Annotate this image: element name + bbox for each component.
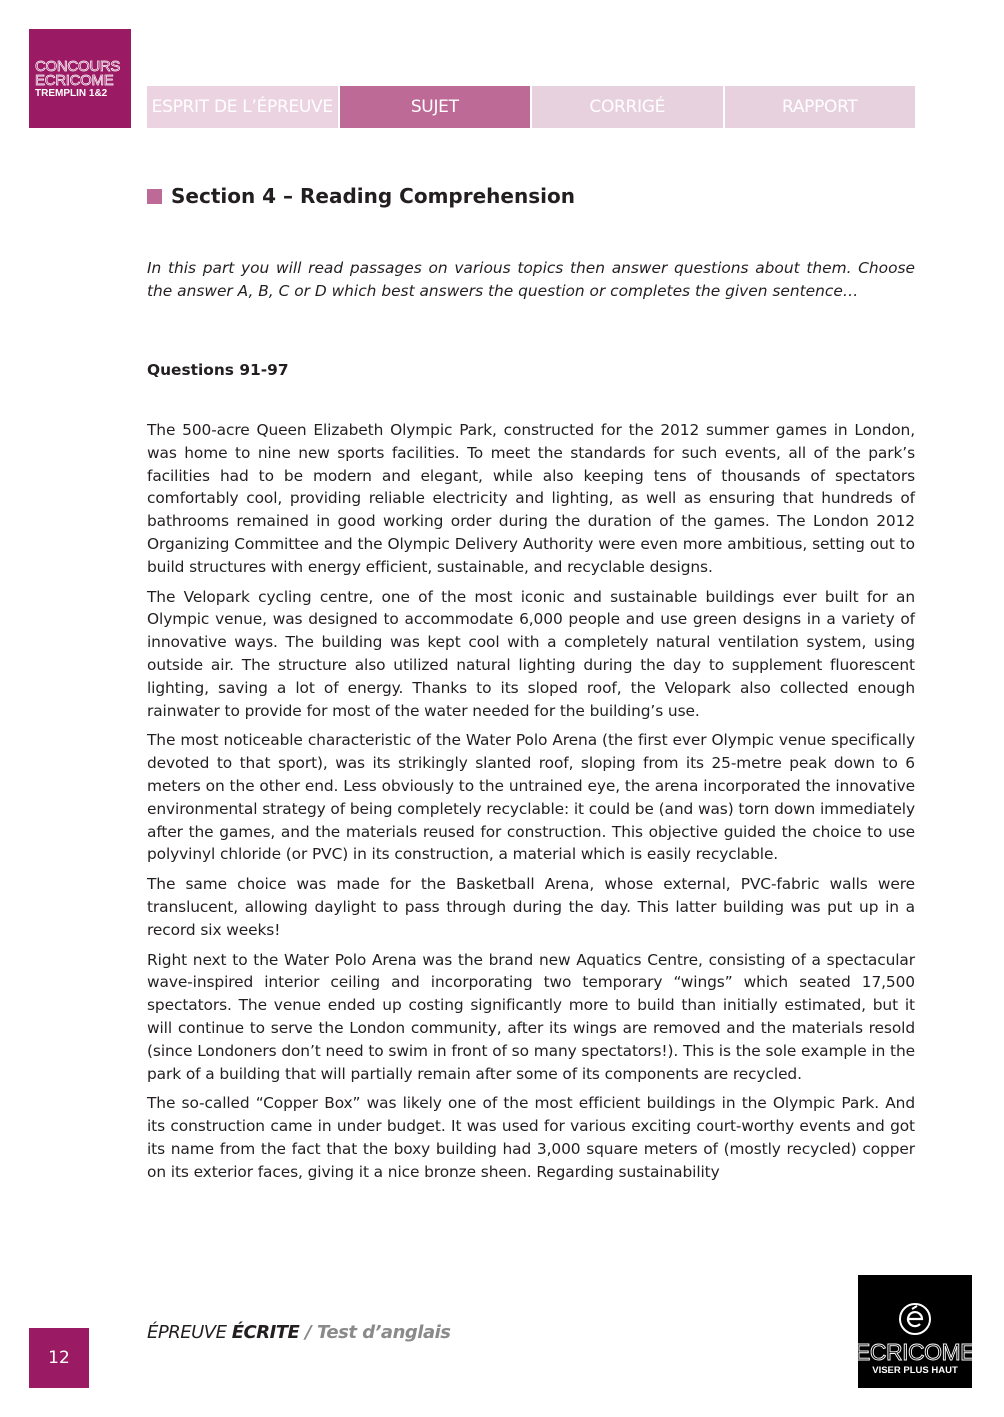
passage-paragraph: The most noticeable characteristic of the Water Polo Arena (the first ever Olympic venue specifically devoted to that sport), was its strikingly slanted roof, sloping from its 25-metre peak down to 6 meters on the other end. Less obviously to the untrained eye, the arena incorporated the innovative environmental strategy of being completely recyclable: it could be (and was) torn down immediately after the games, and the materials reused for construction. This objective guided the choice to use polyvinyl chloride (or PVC) in its construction, a material which is easily recyclable. (147, 731, 915, 864)
tab-esprit[interactable]: ESPRIT DE L’ÉPREUVE (147, 86, 338, 128)
tab-rapport[interactable]: RAPPORT (725, 86, 916, 128)
footer-ecrite: ÉCRITE (231, 1322, 300, 1343)
section-title-text: Section 4 – Reading Comprehension (171, 184, 575, 208)
square-bullet-icon (147, 189, 162, 204)
footer-test: / Test d’anglais (299, 1322, 451, 1343)
brand-name: ECRICOME (855, 1339, 975, 1365)
logo-line-tremplin: TREMPLIN 1&2 (35, 88, 108, 99)
passage-paragraph: The Velopark cycling centre, one of the most iconic and sustainable buildings ever built for an Olympic venue, was designed to accommodate 6,000 people and use green designs in a variety of innovative ways. The building was kept cool with a completely natural ventilation system, using outside air. The structure also utilized natural lighting during the day to supplement fluorescent lighting, saving a lot of energy. Thanks to its sloped roof, the Velopark also collected enough rainwater to provide for most of the water needed for the building’s use. (147, 587, 915, 720)
tab-sujet[interactable]: SUJET (340, 86, 531, 128)
logo-line-concours: CONCOURS (35, 58, 121, 75)
brand-tagline: VISER PLUS HAUT (872, 1365, 958, 1376)
instructions: In this part you will read passages on various topics then answer questions about them. Choose the answer A, B, C or D which best answers the question or completes the given sentence… (147, 259, 915, 300)
passage-paragraph: The same choice was made for the Basketball Arena, whose external, PVC-fabric walls were translucent, allowing daylight to pass through during the day. This latter building was put up in a record six weeks! (147, 875, 915, 939)
logo-line-ecricome: ECRICOME (35, 72, 114, 89)
ecricome-logo (855, 1275, 975, 1388)
reading-passage (147, 419, 915, 1191)
tab-corrige[interactable]: CORRIGÉ (532, 86, 723, 128)
section-title (147, 184, 575, 208)
page-number: 12 (29, 1328, 89, 1388)
passage-paragraph: The 500-acre Queen Elizabeth Olympic Park, constructed for the 2012 summer games in London, was home to nine new sports facilities. To meet the standards for such events, all of the park’s facilities had to be modern and elegant, while also keeping tens of thousands of spectators comfortably cool, providing reliable electricity and lighting, as well as ensuring that hundreds of bathrooms remained in good working order during the duration of the games. The London 2012 Organizing Committee and the Olympic Delivery Authority were even more ambitious, setting out to build structures with energy efficient, sustainable, and recyclable designs. (147, 421, 915, 576)
e-circle-icon (897, 1301, 933, 1337)
concours-logo (29, 29, 131, 128)
footer-label (147, 1322, 450, 1343)
passage-paragraph: Right next to the Water Polo Arena was the brand new Aquatics Centre, consisting of a spectacular wave-inspired interior ceiling and incorporating two temporary “wings” which seated 17,500 spectators. The venue ended up costing significantly more to build than initially estimated, but it will continue to serve the London community, after its wings are removed and the materials resold (since Londoners don’t need to swim in front of so many spectators!). This is the sole example in the park of a building that will partially remain after some of its components are recycled. (147, 950, 915, 1083)
questions-heading: Questions 91-97 (147, 361, 289, 379)
passage-paragraph: The so-called “Copper Box” was likely one of the most efficient buildings in the Olympic Park. And its construction came in under budget. It was used for various exciting court-worthy events and got its name from the fact that the boxy building had 3,000 square meters of (mostly recycled) copper on its exterior faces, giving it a nice bronze sheen. Regarding sustainability (147, 1094, 915, 1181)
footer-epreuve: ÉPREUVE (147, 1322, 232, 1343)
section-tabs (147, 86, 915, 128)
